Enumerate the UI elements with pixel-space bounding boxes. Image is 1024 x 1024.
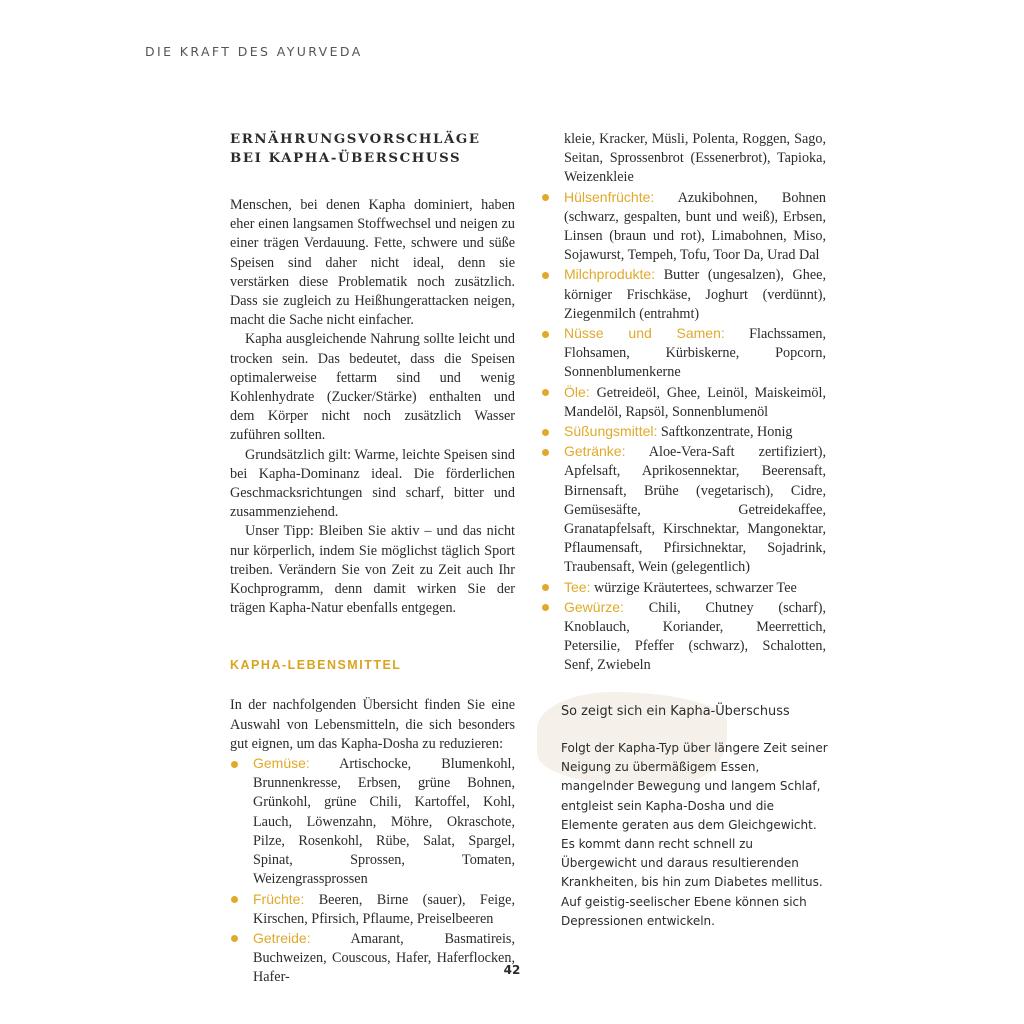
paragraph: Menschen, bei denen Kapha dominiert, haben eher einen langsamen Stoffwechsel und neigen zu einer trägen Verdauung. Fette, schwere und süße Speisen sind daher nicht ideal, denn sie verstärken diese Problematik noch zusätzlich. Dass sie zugleich zu Heißhungerattacken neigen, macht die Sache nicht einfacher. <box>230 197 515 329</box>
bullet-icon <box>542 429 549 436</box>
bullet-icon <box>231 761 238 768</box>
food-category: Süßungsmittel: <box>564 423 658 440</box>
subheading-kapha-lebensmittel: KAPHA-LEBENSMITTEL <box>230 658 402 673</box>
bullet-icon <box>542 584 549 591</box>
food-items: Butter (ungesalzen), Ghee, körniger Frischkäse, Joghurt (verdünnt), Ziegenmilch (entrahmt) <box>564 267 827 322</box>
food-items: Getreideöl, Ghee, Leinöl, Maiskeimöl, Mandelöl, Rapsöl, Sonnenblumenöl <box>564 384 826 420</box>
paragraph: Unser Tipp: Bleiben Sie aktiv – und das nicht nur körperlich, indem Sie möglichst täglich Sport treiben. Verändern Sie von Zeit zu Zeit auch Ihr Kochprogramm, denn damit wirken Sie der trägen Kapha-Natur ebenfalls entgegen. <box>230 523 515 617</box>
food-items: Beeren, Birne (sauer), Feige, Kirschen, Pfirsich, Pflaume, Preiselbeeren <box>253 891 515 927</box>
food-items: Saftkonzentrate, Honig <box>660 424 793 441</box>
food-category: Früchte: <box>253 890 305 907</box>
page-number: 42 <box>503 963 521 977</box>
paragraph: Kapha ausgleichende Nahrung sollte leicht und trocken sein. Das bedeutet, dass die Speisen optimalerweise fettarm sind und wenig Kohlenhydrate (Zucker/Stärke) enthalten und dem Körper nicht noch zusätzlich Wasser zuführen sollten. <box>230 331 515 444</box>
food-items: Aloe-Vera-Saft zertifiziert), Apfelsaft, Aprikosennektar, Beerensaft, Birnensaft, Brühe (vegetarisch), Cidre, Gemüsesäfte, Getreidekaffee, Granatapfelsaft, Kirschnektar, Mangonektar, Pflaumensaft, Pfirsichnektar, Sojadrink, Traubensaft, Wein (gelegentlich) <box>564 444 827 576</box>
food-items: Chili, Chutney (scharf), Knoblauch, Koriander, Meerrettich, Petersilie, Pfeffer (schwarz), Schalotten, Senf, Zwiebeln <box>564 599 826 674</box>
food-list-item <box>230 754 515 889</box>
paragraph: Grundsätzlich gilt: Warme, leichte Speisen sind bei Kapha-Dominanz ideal. Die förderlichen Geschmacksrichtungen sind scharf, bitter und zusammenziehend. <box>230 446 515 521</box>
info-box <box>561 702 831 931</box>
food-list-item <box>230 929 515 988</box>
food-items-continuation: kleie, Kracker, Müsli, Polenta, Roggen, Sago, Seitan, Sprossenbrot (Essenerbrot), Tapioka, Weizenkleie <box>564 131 826 186</box>
bullet-icon <box>542 389 549 396</box>
section-title-line2: BEI KAPHA-ÜBERSCHUSS <box>230 151 462 166</box>
food-items: Flachssamen, Flohsamen, Kürbiskerne, Popcorn, Sonnenblumenkerne <box>564 326 826 381</box>
food-category: Getreide: <box>253 929 311 946</box>
bullet-icon <box>231 935 238 942</box>
bullet-icon <box>231 896 238 903</box>
food-category: Tee: <box>564 578 591 595</box>
section-title <box>230 130 515 168</box>
bullet-icon <box>542 604 549 611</box>
bullet-icon <box>542 331 549 338</box>
food-list-right <box>541 188 826 676</box>
section-title-line1: ERNÄHRUNGSVORSCHLÄGE <box>230 132 481 147</box>
food-list-item <box>541 442 826 577</box>
food-list-item <box>541 422 826 442</box>
food-category: Nüsse und Samen: <box>564 325 725 342</box>
food-list-left <box>230 754 515 987</box>
bullet-icon <box>542 194 549 201</box>
food-category: Getränke: <box>564 443 626 460</box>
food-list-item <box>541 188 826 266</box>
info-box-title: So zeigt sich ein Kapha-Überschuss <box>561 704 790 719</box>
food-category: Milchprodukte: <box>564 266 656 283</box>
right-column <box>541 130 826 676</box>
food-list-item <box>541 383 826 422</box>
food-list-item <box>541 598 826 676</box>
bullet-icon <box>542 272 549 279</box>
left-column <box>230 130 515 988</box>
running-head: DIE KRAFT DES AYURVEDA <box>145 44 363 59</box>
food-items: Amarant, Basmatireis, Buchweizen, Couscous, Hafer, Haferflocken, Hafer- <box>253 930 515 986</box>
food-category: Gemüse: <box>253 755 310 772</box>
food-list-item <box>541 324 826 383</box>
food-intro: In der nachfolgenden Übersicht finden Sie eine Auswahl von Lebensmitteln, die sich besonders gut eignen, um das Kapha-Dosha zu reduzieren: <box>230 697 515 752</box>
food-list-item <box>541 265 826 324</box>
food-items: würzige Kräutertees, schwarzer Tee <box>594 579 797 596</box>
food-list-item <box>541 578 826 598</box>
bullet-icon <box>542 449 549 456</box>
food-category: Öle: <box>564 383 590 400</box>
food-category: Gewürze: <box>564 598 624 615</box>
food-category: Hülsenfrüchte: <box>564 188 655 205</box>
info-box-text: Folgt der Kapha-Typ über längere Zeit seiner Neigung zu übermäßigem Essen, mangelnder Bewegung und langem Schlaf, entgleist sein Kapha-Dosha und die Elemente geraten aus dem Gleichgewicht. Es kommt dann recht schnell zu Übergewicht und daraus resultierenden Krankheiten, bis hin zum Diabetes mellitus. Auf geistig-seelischer Ebene können sich Depressionen entwickeln. <box>561 741 828 928</box>
food-items: Artischocke, Blumenkohl, Brunnenkresse, Erbsen, grüne Bohnen, Grünkohl, grüne Chili, Kartoffel, Kohl, Lauch, Löwenzahn, Möhre, Okraschote, Pilze, Rosenkohl, Rübe, Salat, Spargel, Spinat, Sprossen, Tomaten, Weizengrassprossen <box>253 756 515 888</box>
food-items: Azukibohnen, Bohnen (schwarz, gespalten, bunt und weiß), Erbsen, Linsen (braun und rot), Limabohnen, Miso, Sojawurst, Tempeh, Tofu, Toor Da, Urad Dal <box>564 189 826 264</box>
food-list-item <box>230 890 515 929</box>
